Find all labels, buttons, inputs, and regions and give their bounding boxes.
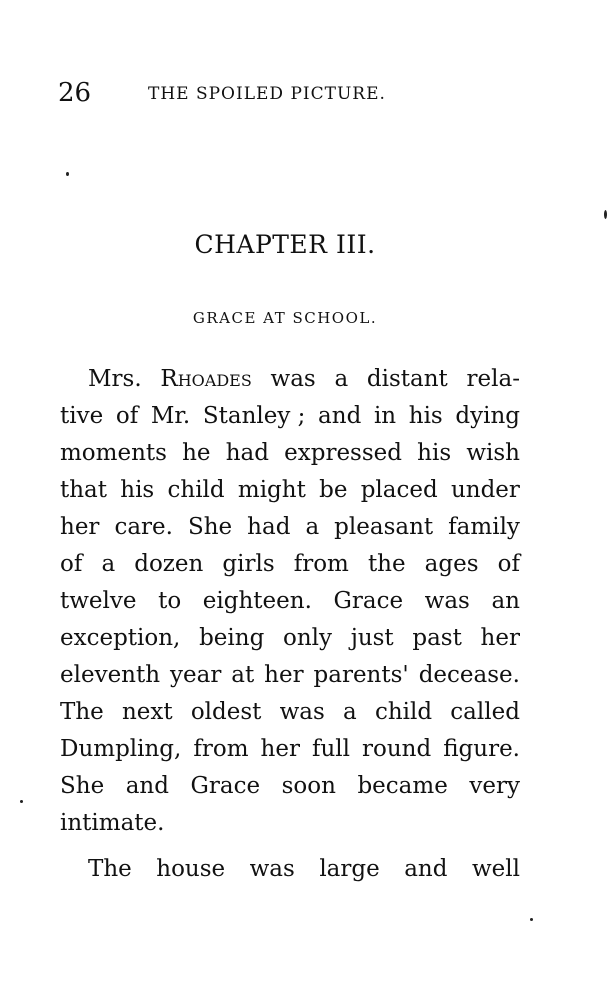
word: just xyxy=(350,625,394,651)
word: of xyxy=(497,551,520,577)
text-line xyxy=(60,361,520,398)
word: care. xyxy=(114,514,173,540)
word: girls xyxy=(222,551,275,577)
word: Rhoades xyxy=(160,366,252,392)
word: dozen xyxy=(134,551,204,577)
word: Grace xyxy=(333,588,404,614)
text-line xyxy=(60,851,520,888)
word: from xyxy=(193,736,249,762)
word: house xyxy=(156,856,226,882)
word: soon xyxy=(281,773,336,799)
word: Grace xyxy=(190,773,261,799)
word: Dumpling, xyxy=(60,736,182,762)
text-line xyxy=(60,768,520,805)
word: a xyxy=(334,366,349,392)
word: might xyxy=(237,477,306,503)
word: placed xyxy=(360,477,438,503)
word: figure. xyxy=(443,736,520,762)
word: twelve xyxy=(60,588,137,614)
word: large xyxy=(319,856,380,882)
text-line xyxy=(60,731,520,768)
word: parents' xyxy=(313,662,409,688)
word: The xyxy=(60,699,104,725)
word: tive xyxy=(60,403,104,429)
word: She xyxy=(187,514,233,540)
text-line xyxy=(60,509,520,546)
word: was xyxy=(270,366,316,392)
word: eleventh xyxy=(60,662,161,688)
text-line xyxy=(60,620,520,657)
text-line xyxy=(60,472,520,509)
word: Mr. xyxy=(150,403,191,429)
ink-speck xyxy=(20,800,23,803)
word: Stanley ; xyxy=(202,403,306,429)
word: eighteen. xyxy=(202,588,312,614)
word: was xyxy=(279,699,325,725)
word: intimate. xyxy=(60,810,165,836)
word: pleasant xyxy=(334,514,434,540)
text-line xyxy=(60,805,520,842)
page-header xyxy=(58,76,528,110)
word: Mrs. xyxy=(88,366,142,392)
word: her xyxy=(260,736,300,762)
body-text xyxy=(60,361,520,888)
word: past xyxy=(412,625,462,651)
word: rela- xyxy=(466,366,520,392)
word: moments xyxy=(60,440,167,466)
word: a xyxy=(101,551,116,577)
word: being xyxy=(199,625,265,651)
word: a xyxy=(343,699,357,725)
word: expressed xyxy=(284,440,402,466)
word: was xyxy=(424,588,470,614)
word: round xyxy=(362,736,432,762)
word: his xyxy=(120,477,155,503)
text-line xyxy=(60,398,520,435)
ink-speck xyxy=(604,210,607,219)
word: exception, xyxy=(60,625,181,651)
word: child xyxy=(374,699,433,725)
word: her xyxy=(264,662,304,688)
word: had xyxy=(225,440,269,466)
chapter-title: CHAPTER III. xyxy=(194,230,376,259)
word: family xyxy=(448,514,520,540)
word: ages xyxy=(424,551,479,577)
text-line xyxy=(60,583,520,620)
word: her xyxy=(60,514,100,540)
word: and xyxy=(318,403,362,429)
word: in xyxy=(373,403,397,429)
word: to xyxy=(158,588,182,614)
page-number: 26 xyxy=(58,78,92,108)
word: next xyxy=(121,699,173,725)
ink-speck xyxy=(66,172,69,176)
word: under xyxy=(450,477,520,503)
text-line xyxy=(60,694,520,731)
running-title: THE SPOILED PICTURE. xyxy=(148,84,386,104)
word: became xyxy=(357,773,448,799)
word: dying xyxy=(455,403,520,429)
text-line xyxy=(60,435,520,472)
word: his xyxy=(408,403,443,429)
word: the xyxy=(367,551,406,577)
chapter-subtitle: GRACE AT SCHOOL. xyxy=(192,309,378,327)
word: a xyxy=(305,514,320,540)
ink-speck xyxy=(530,918,533,921)
word: at xyxy=(231,662,255,688)
word: The xyxy=(88,856,132,882)
word: of xyxy=(60,551,83,577)
word: wish xyxy=(466,440,520,466)
word: that xyxy=(60,477,108,503)
word: only xyxy=(282,625,332,651)
word: oldest xyxy=(190,699,262,725)
word: decease. xyxy=(418,662,520,688)
word: he xyxy=(182,440,211,466)
word: full xyxy=(311,736,350,762)
text-line xyxy=(60,546,520,583)
word: of xyxy=(115,403,139,429)
word: her xyxy=(480,625,520,651)
word: child xyxy=(167,477,225,503)
word: be xyxy=(319,477,348,503)
word: well xyxy=(471,856,520,882)
word: very xyxy=(469,773,520,799)
word: and xyxy=(404,856,448,882)
word: called xyxy=(450,699,520,725)
word: from xyxy=(293,551,349,577)
word: an xyxy=(491,588,520,614)
word: was xyxy=(249,856,295,882)
word: had xyxy=(247,514,291,540)
text-line xyxy=(60,657,520,694)
word: his xyxy=(417,440,452,466)
word: year xyxy=(170,662,222,688)
word: distant xyxy=(366,366,448,392)
word: and xyxy=(125,773,169,799)
word: She xyxy=(60,773,105,799)
